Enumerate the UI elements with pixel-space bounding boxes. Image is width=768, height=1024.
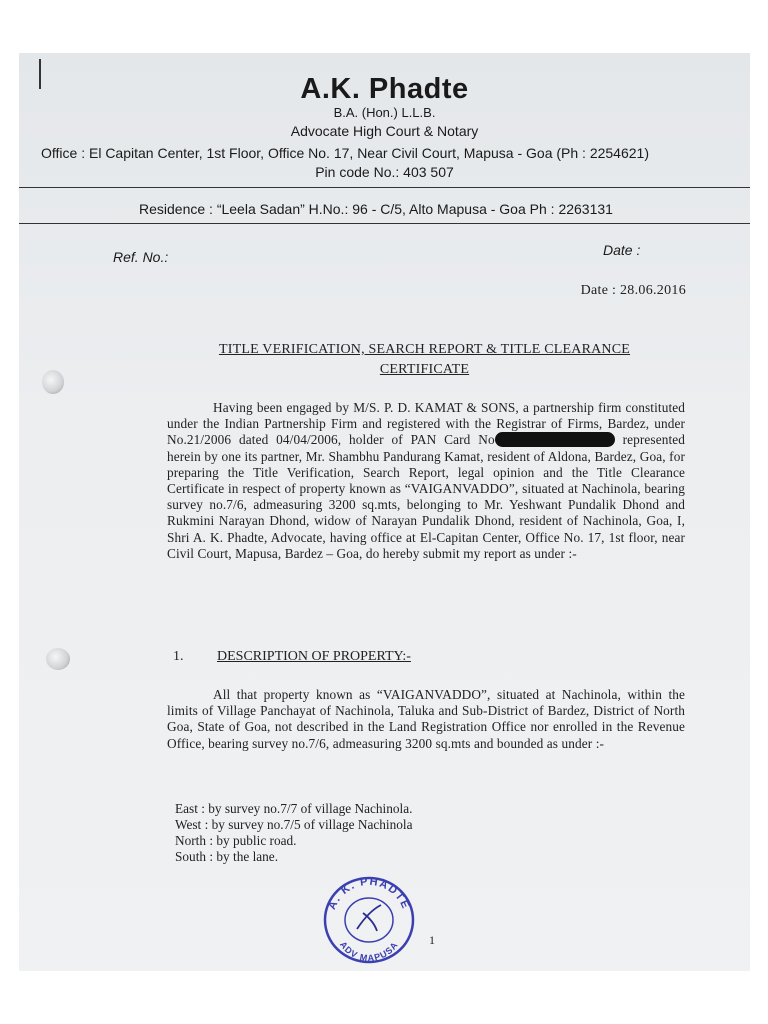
advocate-role: Advocate High Court & Notary: [290, 123, 479, 139]
punch-hole-icon: [42, 370, 64, 394]
date-label: Date :: [603, 242, 641, 258]
stamp-top-text: A. K. PHADTE: [326, 875, 412, 912]
document-page: [19, 53, 750, 971]
residence-address: Residence : “Leela Sadan” H.No.: 96 - C/5, Alto Mapusa - Goa Ph : 2263131: [139, 201, 613, 217]
boundary-north: North : by public road.: [175, 833, 297, 848]
advocate-degree: B.A. (Hon.) L.L.B.: [333, 105, 436, 120]
signature-icon: [357, 905, 381, 931]
section-number: 1.: [173, 649, 184, 664]
intro-text-before: Having been engaged by M/S. P. D. KAMAT & SONS, a partnership firm constituted under the Indian Partnership Firm and registered with the Registrar of Firms, Bardez, under No.21/2006 dated 04/04/2006, holder of PAN Card No: [167, 400, 685, 448]
advocate-name: A.K. Phadte: [300, 73, 469, 105]
section-title: DESCRIPTION OF PROPERTY:-: [217, 649, 411, 664]
intro-text-after: represented herein by one its partner, Mr. Shambhu Pandurang Kamat, resident of Aldona, Bardez, Goa, for preparing the Title Verification, Search Report, legal opinion and the Title Clearance Certificate in respect of property known as “VAIGANVADDO”, situated at Nachinola, bearing survey no.7/6, admeasuring 3200 sq.mts, belonging to Mr. Yeshwant Pundalik Dhond and Rukmini Narayan Dhond, widow of Narayan Pundalik Dhond, resident of Nachinola, Goa, I, Shri A. K. Phadte, Advocate, having office at El-Capitan Center, Office No. 17, 1st floor, near Civil Court, Mapusa, Bardez – Goa, do hereby submit my report as under :-: [167, 432, 685, 561]
document-title-line2: CERTIFICATE: [379, 362, 470, 377]
boundary-south: South : by the lane.: [175, 849, 279, 864]
boundaries-list: [175, 801, 412, 865]
letterhead-rule-top: [19, 187, 750, 188]
boundary-east: East : by survey no.7/7 of village Nachinola.: [175, 801, 413, 816]
office-address: Office : El Capitan Center, 1st Floor, Office No. 17, Near Civil Court, Mapusa - Goa (Ph : 2254621): [41, 145, 649, 161]
description-text: All that property known as “VAIGANVADDO”, situated at Nachinola, within the limits of Village Panchayat of Nachinola, Taluka and Sub-District of Bardez, District of North Goa, State of Goa, not described in the Land Registration Office nor enrolled in the Revenue Office, bearing survey no.7/6, admeasuring 3200 sq.mts and bounded as under :-: [167, 687, 685, 751]
redaction-bar: [495, 432, 615, 447]
stamp-bottom-text: ADV MAPUSA: [337, 939, 401, 964]
description-paragraph: [167, 687, 685, 752]
pin-code: Pin code No.: 403 507: [315, 164, 454, 180]
ref-number-label: Ref. No.:: [113, 249, 169, 265]
boundary-west: West : by survey no.7/5 of village Nachinola: [175, 817, 413, 832]
advocate-stamp: [317, 873, 421, 965]
section-heading: [173, 649, 411, 665]
stamp-inner-ring: [345, 898, 393, 942]
letterhead-rule-bottom: [19, 223, 750, 224]
document-date: Date : 28.06.2016: [580, 283, 686, 298]
document-title: TITLE VERIFICATION, SEARCH REPORT & TITLE CLEARANCE: [218, 342, 631, 357]
page-number: 1: [429, 933, 435, 947]
punch-hole-icon: [46, 648, 70, 670]
intro-paragraph: [167, 400, 685, 562]
